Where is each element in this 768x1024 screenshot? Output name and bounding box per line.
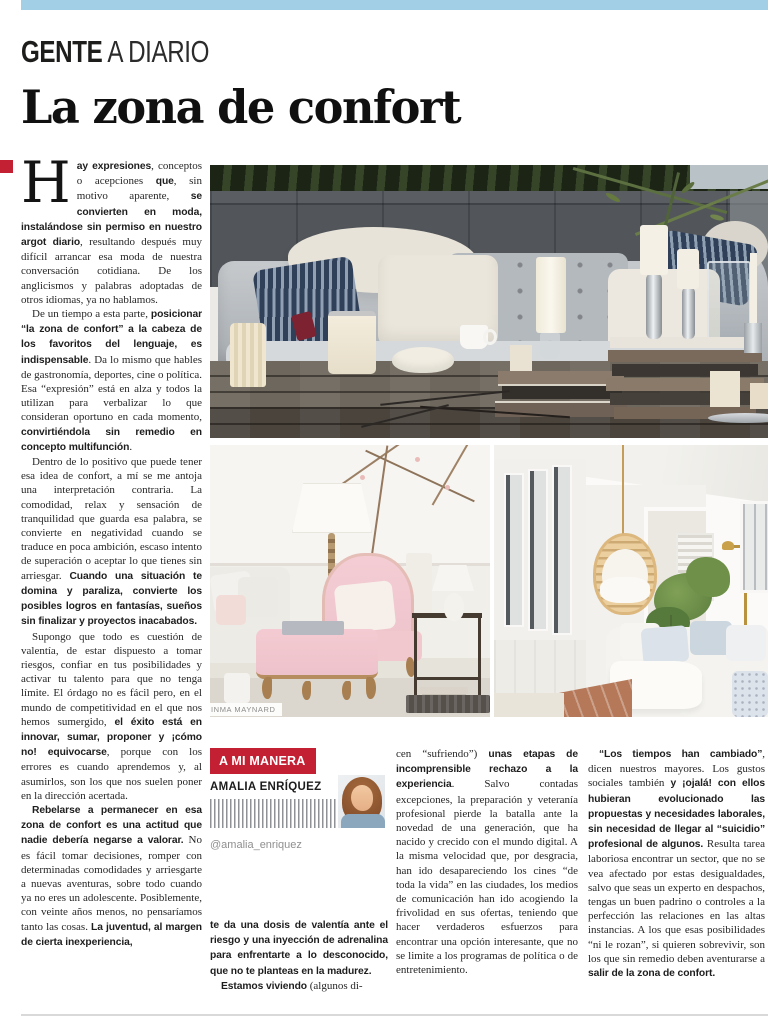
book — [495, 401, 627, 417]
candle-bowl — [392, 347, 454, 373]
bold-text: que — [155, 176, 174, 188]
column-section-banner: A MI MANERA — [210, 748, 316, 774]
pillow — [726, 625, 766, 661]
taper-candle — [750, 253, 757, 325]
body-text: Dentro de lo positivo que puede tener esa idea de confort, a mí se me antoja una interpretación contraria. La comodidad, relax y sensación de tranquilidad que guarda esa palabra, se convierte en negatividad cuando se traduce en poca ambición, escaso intento de superación o aceptar lo que tienes sin arriesgar. — [21, 456, 202, 582]
bold-text: La juventud, al margen de cierta inexperiencia, — [21, 921, 202, 948]
section-name: GENTE — [21, 34, 103, 69]
brass-lamp-shade — [722, 541, 734, 550]
bottom-rule — [21, 1014, 768, 1016]
bold-text: y ¡ojalá! con ellos hubieran evolucionado las propuestas y necesidades laborales, sin necesidad de llegar al “suicidio” profesional de algunos. — [588, 778, 765, 851]
article-column-4 — [588, 747, 765, 981]
body-text: . — [129, 440, 133, 453]
bold-text: Cuando una situación te domina y paraliza, convierte los posibles logros en fantasías, sueños sin finalizar y proyectos inacabados. — [21, 570, 202, 628]
article-column-1 — [21, 150, 203, 950]
pillar-candle — [536, 257, 566, 333]
table-leg — [478, 618, 481, 700]
paragraph — [21, 150, 202, 307]
paragraph — [21, 455, 202, 629]
pink-ottoman — [256, 629, 378, 679]
photo-sunroom-hanging-chair — [494, 445, 768, 717]
author-social-handle: @amalia_enriquez — [210, 839, 302, 851]
rug — [494, 693, 564, 717]
book — [606, 378, 764, 391]
bold-text: convirtiéndola sin remedio en concepto multifunción — [21, 426, 202, 453]
body-text: . Da lo mismo que hables de gastronomía, deportes, cine o política. Esa “expresión” está en alza y todos la utilizan para verbalizar lo que consideran oportuno en cada momento, — [21, 353, 202, 424]
article-column-3 — [396, 747, 578, 977]
section-heading — [21, 34, 209, 70]
bold-text: ay expresiones — [76, 161, 152, 172]
paragraph — [21, 803, 202, 950]
author-portrait — [338, 775, 385, 828]
tray — [282, 621, 344, 635]
drop-cap: H — [21, 150, 71, 216]
hanging-cord — [622, 445, 624, 537]
bold-text: “Los tiempos han cambiado” — [599, 749, 763, 760]
main-photo-sofa-candles — [210, 165, 768, 438]
window — [504, 473, 524, 627]
paragraph — [21, 630, 202, 803]
ottoman-leg — [342, 681, 351, 700]
ottoman-leg — [302, 681, 311, 700]
blossom — [360, 475, 365, 480]
votive-candle — [510, 345, 532, 371]
article-column-2 — [210, 918, 388, 994]
author-name: AMALIA ENRÍQUEZ — [210, 781, 322, 793]
paragraph — [210, 918, 388, 979]
section-subname: A DIARIO — [102, 34, 210, 69]
photo-credit: INMA MAYNARD — [209, 703, 282, 716]
candle-holder — [744, 323, 762, 353]
blossom — [445, 485, 450, 490]
votive-candle — [710, 371, 740, 407]
paragraph — [588, 747, 765, 981]
body-text: , porque con los errores es cuando aprendemos y, al asumirlos, son los que nos suelen poner en la dirección acertada. — [21, 746, 203, 802]
paragraph — [21, 307, 202, 455]
blue-pillow — [641, 625, 690, 665]
article-headline: La zona de confort — [21, 80, 461, 134]
portrait-shirt — [341, 814, 385, 828]
bold-text: te da una dosis de valentía ante el riesgo y una inyección de adrenalina para enfrentarte a lo desconocido, que no te planteas en la madurez. — [210, 920, 388, 977]
body-text: De un tiempo a esta parte, — [32, 308, 151, 321]
table-leg — [414, 618, 417, 700]
ottoman-leg — [366, 677, 376, 699]
table-shelf — [414, 677, 481, 680]
lamp-shade — [292, 483, 372, 533]
white-mug — [460, 325, 488, 349]
top-color-bar — [21, 0, 768, 10]
votive-candle — [750, 383, 768, 409]
window — [528, 469, 548, 631]
bold-text: se convierten en moda, instalándose sin permiso en nuestro argot diario — [21, 191, 202, 249]
body-text: cen “sufriendo”) — [396, 748, 489, 760]
ribbed-candle — [230, 323, 266, 387]
blossom — [415, 457, 420, 462]
section-red-square — [0, 160, 13, 173]
window — [740, 501, 768, 593]
body-text: Supongo que todo es cuestión de valentía, de estar dispuesto a tomar riesgos, confiar en tus posibilidades y activar tu talento para que no tenga límite. El órdago no es fácil pero, en el mundo de competitividad en el que nos hemos sumergido, — [21, 630, 202, 728]
body-text: Resulta tarea laboriosa encontrar un sector, que no se vea afectado por estas desigualdades, salvo que seas un experto en despachos, tengas un buen padrino o controles a la perfección las relaciones en las altas instancias. A los que esas posibilidades “ni le rozan”, si quieren sobrevivir, son los que sin remedio deben aventurarse a — [588, 838, 765, 965]
window — [552, 465, 572, 635]
candle — [640, 225, 668, 275]
body-text: , resultando después muy difícil arrancar esa moda de nuestra conversación cotidiana. De los anglicismos y palabras adoptadas de otros idiomas, ya no hablamos. — [21, 236, 202, 306]
portrait-face — [351, 785, 373, 811]
bold-text: el éxito está en innovar, sumar, proponer y ¡cómo no! equivocarse — [21, 716, 202, 759]
body-text: . Salvo contadas excepciones, la preparación y veteranía profesional pierde la batalla ante la novedad de una generación, que ha nacido y crecido con el mundo digital. A la misma velocidad que, por desgracia, han ido desapareciendo los cines “de toda la vida” en las ciudades, los medios de comunicación han ido acogiendo la frivolidad en sus ofertas, teniendo que hacer verdaderos esfuerzos para encontrar una opción interesante, que no se limite a los programas de política o de entretenimiento. — [396, 778, 578, 977]
pink-pillow — [216, 595, 246, 625]
body-text: (algunos di- — [306, 979, 363, 992]
patterned-pillow — [732, 671, 768, 717]
book — [420, 687, 468, 694]
author-block — [210, 745, 388, 860]
floor-grate — [406, 695, 490, 713]
bold-text: Estamos viviendo — [221, 980, 307, 992]
ceramic-stool — [224, 673, 250, 703]
chair-cushion — [600, 577, 650, 603]
bold-text: salir de la zona de confort. — [588, 968, 716, 980]
body-text: , sin motivo aparente, — [76, 175, 202, 203]
ottoman-leg — [262, 677, 272, 699]
book — [608, 350, 762, 362]
bold-text: Rebelarse a permanecer en esa zona de confort es una actitud que nadie debería negarse a valorar. — [21, 804, 202, 847]
body-text: No es fácil tomar decisiones, romper con determinadas comodidades y arriesgarte a nuevas aventuras, sobre todo cuando ya no eres un adolescente. Posiblemente, con veinte años menos, no pensaríamos tanto las cosas. — [21, 834, 202, 933]
jar-candle — [328, 311, 376, 374]
table-lamp-base — [444, 593, 464, 621]
paragraph — [396, 747, 578, 977]
barcode-decoration — [210, 799, 338, 828]
wainscot — [494, 640, 586, 695]
book — [502, 386, 622, 399]
body-text: , dicen nuestros mayores. Los gustos sociales también — [588, 748, 765, 790]
silver-candlestick — [646, 273, 662, 339]
photo-pink-armchair-room — [210, 445, 490, 717]
bold-text: posicionar “la zona de confort” a la cabeza de los favoritos del lenguaje, es indispensable — [21, 309, 202, 366]
bold-text: unas etapas de incomprensible rechazo a la experiencia — [396, 749, 578, 791]
silver-candlestick — [682, 287, 695, 339]
paragraph — [210, 979, 388, 994]
candle — [677, 249, 699, 289]
body-text: , conceptos o acepciones — [76, 160, 202, 188]
glass-holder — [540, 333, 560, 359]
